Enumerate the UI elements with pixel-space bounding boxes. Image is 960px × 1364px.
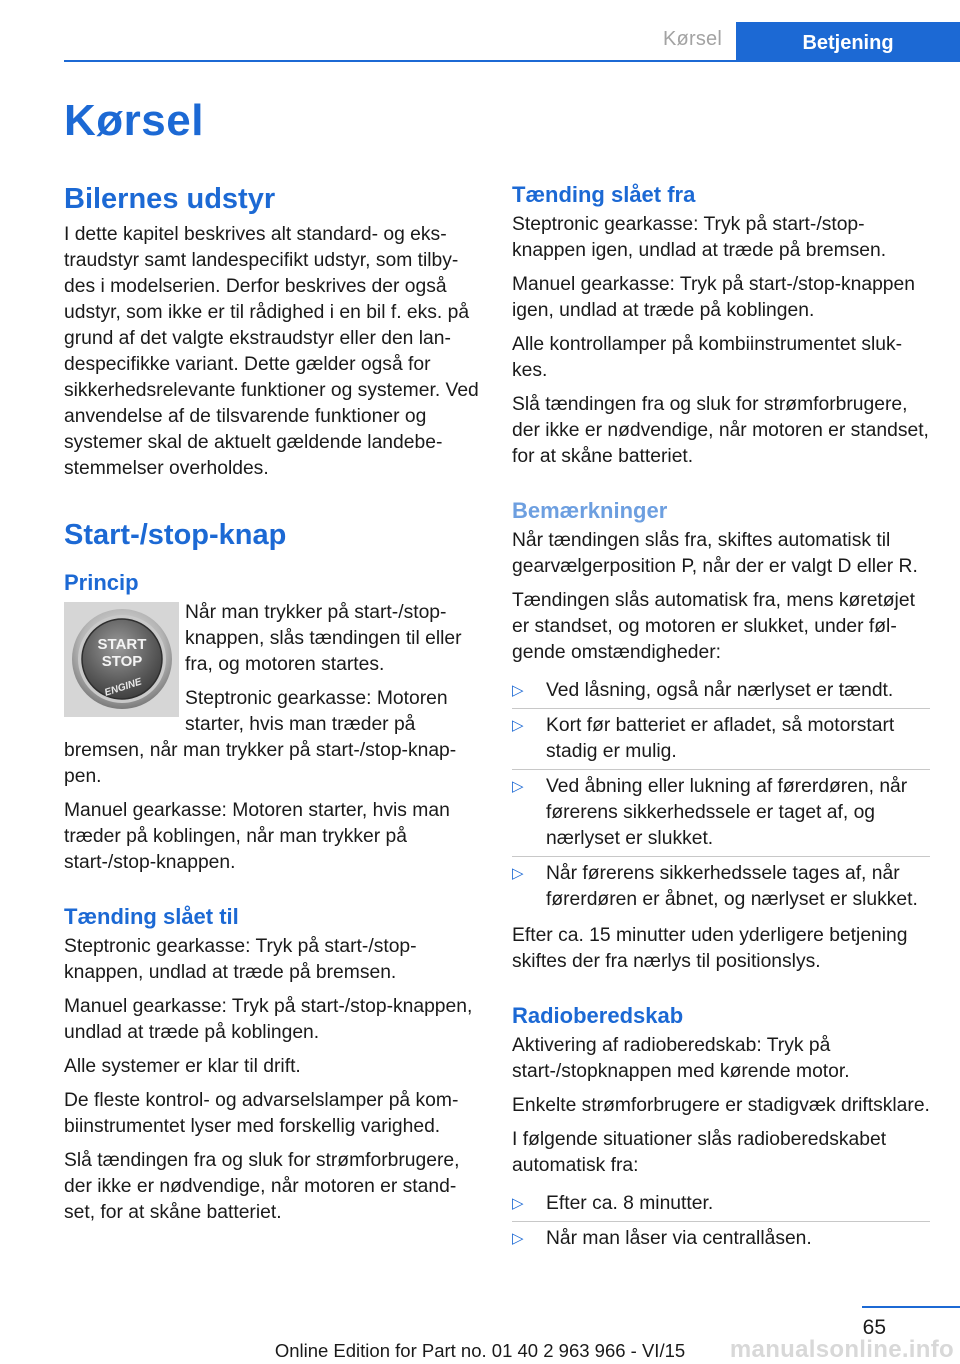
button-text-stop: STOP — [101, 653, 143, 670]
edition-text: Online Edition for Part no. 01 40 2 963 966 - VI/15 — [274, 1340, 686, 1361]
paragraph-til-4: De fleste kontrol- og advarselslamper på kombiinstrumentet lyser med forskellig varighed. — [64, 1090, 459, 1137]
paragraph-fra-2: Manuel gearkasse: Tryk på start-/stop-knappen igen, undlad at træde på koblingen. — [512, 274, 915, 321]
start-stop-button-image — [64, 602, 179, 717]
paragraph-til-2: Manuel gearkasse: Tryk på start-/stop-knappen, undlad at træde på koblingen. — [64, 996, 473, 1043]
paragraph-princip-2: Steptronic gearkasse: Motoren starter, hvis man træder på bremsen, når man trykker på start-/stop-knappen. — [64, 688, 457, 787]
paragraph-til-3: Alle systemer er klar til drift. — [64, 1056, 301, 1077]
paragraph-princip-1: Når man trykker på start-/stop-knappen, slås tændingen til eller fra, og motoren startes. — [185, 602, 462, 675]
heading-taending-til: Tænding slået til — [64, 904, 239, 929]
page-header — [0, 0, 960, 62]
list-item: ▷ Efter ca. 8 minutter. — [512, 1187, 930, 1222]
list-item: ▷ Ved låsning, også når nærlyset er tændt. — [512, 674, 930, 709]
paragraph-udstyr: I dette kapitel beskrives alt standard- og ekstraudstyr samt landespecifikt udstyr, som tilbydes i modelserien. Derfor beskrives der også udstyr, som ikke er til rådighed i en bil f. eks. på grund af det valgte ekstraudstyr eller den landespecifikke variant. Dette gælder også for sikkerhedsrelevante funktioner og systemer. Ved anvendelse af de tilsvarende funktioner og systemer skal de aktuelt gældende landebestemmelser overholdes. — [64, 224, 479, 479]
triangle-bullet-icon: ▷ — [512, 682, 524, 699]
heading-radioberedskab: Radioberedskab — [512, 1003, 684, 1028]
left-column — [64, 180, 479, 1234]
triangle-bullet-icon: ▷ — [512, 1230, 524, 1247]
header-tab-korsel[interactable]: Kørsel — [663, 28, 722, 50]
triangle-bullet-icon: ▷ — [512, 1195, 524, 1212]
list-item: ▷ Ved åbning eller lukning af førerdøren, når førerens sikkerhedssele er taget af, og nærlyset er slukket. — [512, 770, 930, 857]
heading-taending-fra: Tænding slået fra — [512, 182, 696, 207]
paragraph-radio-3: I følgende situationer slås radioberedskabet automatisk fra: — [512, 1129, 887, 1176]
button-text-engine: ENGINE — [103, 676, 144, 699]
paragraph-til-5: Slå tændingen fra og sluk for strømforbrugere, der ikke er nødvendige, når motoren er standset, for at skåne batteriet. — [64, 1150, 460, 1223]
header-rule — [64, 60, 960, 62]
triangle-bullet-icon: ▷ — [512, 865, 524, 882]
bemaerkninger-list — [512, 674, 930, 917]
list-item: ▷ Når førerens sikkerhedssele tages af, når førerdøren er åbnet, og nærlyset er slukket. — [512, 863, 918, 910]
footer-rule — [862, 1306, 960, 1308]
triangle-bullet-icon: ▷ — [512, 778, 524, 795]
list-item: ▷ Når man låser via centrallåsen. — [512, 1222, 930, 1256]
page-number: 65 — [862, 1316, 886, 1339]
paragraph-fra-4: Slå tændingen fra og sluk for strømforbrugere, der ikke er nødvendige, når motoren er standset, for at skåne batteriet. — [512, 394, 929, 467]
triangle-bullet-icon: ▷ — [512, 717, 524, 734]
paragraph-fra-3: Alle kontrollamper på kombiinstrumentet slukkes. — [512, 334, 903, 381]
paragraph-radio-1: Aktivering af radioberedskab: Tryk på start-/stopknappen med kørende motor. — [512, 1035, 850, 1082]
list-item: ▷ Kort før batteriet er afladet, så motorstart stadig er mulig. — [512, 709, 930, 770]
paragraph-fra-1: Steptronic gearkasse: Tryk på start-/stop-knappen igen, undlad at træde på bremsen. — [512, 214, 887, 261]
paragraph-bem-3: Efter ca. 15 minutter uden yderligere betjening skiftes der fra nærlys til positionslys. — [512, 925, 908, 972]
watermark: manualsonline.info — [729, 1336, 954, 1363]
paragraph-radio-2: Enkelte strømforbrugere er stadigvæk driftsklare. — [512, 1095, 930, 1116]
header-tab-betjening[interactable]: Betjening — [736, 22, 960, 62]
paragraph-princip-3: Manuel gearkasse: Motoren starter, hvis man træder på koblingen, når man trykker på start-/stop-knappen. — [64, 800, 450, 873]
radio-list — [512, 1187, 930, 1256]
paragraph-bem-1: Når tændingen slås fra, skiftes automatisk til gearvælgerposition P, når der er valgt D eller R. — [512, 530, 918, 577]
button-text-start: START — [97, 636, 147, 653]
heading-bemaerkninger: Bemærkninger — [512, 498, 668, 523]
chapter-title: Kørsel — [64, 96, 204, 145]
heading-start-stop-knap: Start-/stop-knap — [64, 519, 287, 551]
paragraph-til-1: Steptronic gearkasse: Tryk på start-/stop-knappen, undlad at træde på bremsen. — [64, 936, 417, 983]
right-column — [512, 180, 930, 1262]
start-stop-button-icon — [64, 602, 179, 717]
heading-bilernes-udstyr: Bilernes udstyr — [64, 183, 276, 215]
paragraph-bem-2: Tændingen slås automatisk fra, mens køretøjet er standset, og motoren er slukket, under følgende omstændigheder: — [512, 590, 915, 663]
heading-princip: Princip — [64, 570, 139, 595]
